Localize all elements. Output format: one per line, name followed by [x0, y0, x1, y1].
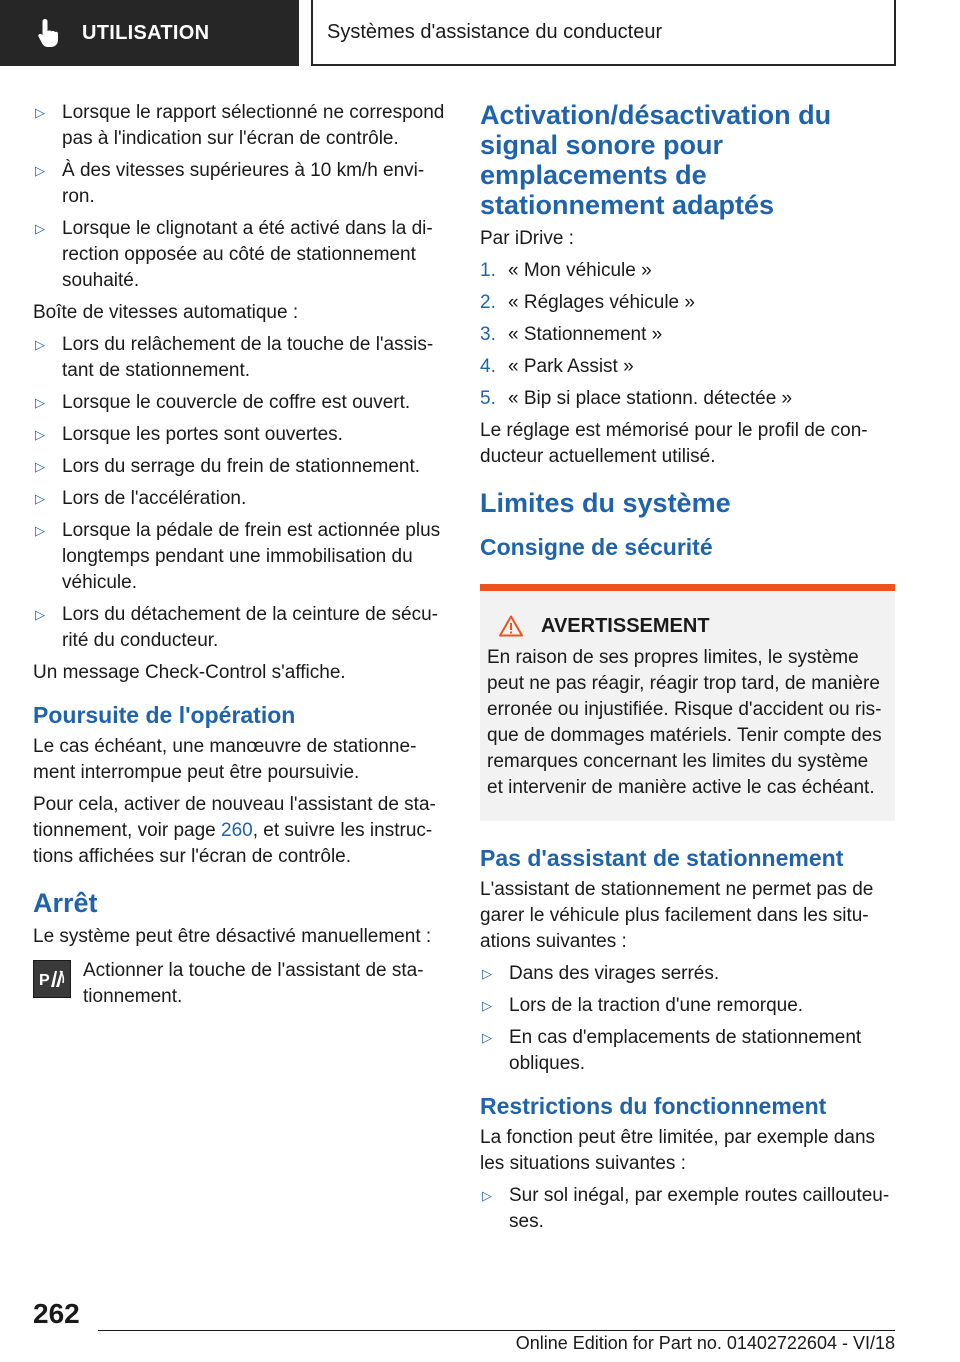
heading-no-assist: Pas d'assistant de stationnement: [480, 845, 844, 871]
triangle-bullet-icon: ▷: [35, 105, 45, 120]
heading-continue: Poursuite de l'opération: [33, 702, 296, 728]
list-item: ▷ Lorsque le rapport sélectionné ne correspond pas à l'indication sur l'écran de contrôle.: [33, 100, 449, 152]
heading-limits: Limites du système: [480, 488, 731, 518]
list-item: ▷ À des vitesses supérieures à 10 km/h envi-ron.: [33, 158, 449, 210]
heading-stop: Arrêt: [33, 888, 98, 918]
warning-box: [480, 584, 895, 821]
right-column: [480, 100, 895, 1241]
triangle-bullet-icon: ▷: [482, 1030, 492, 1045]
list-item: 1. « Mon véhicule »: [480, 260, 652, 281]
list-item: ▷ En cas d'emplacements de stationnement obliques.: [480, 1025, 895, 1077]
page-number: 262: [33, 1298, 80, 1329]
footer-divider: [98, 1330, 895, 1331]
triangle-bullet-icon: ▷: [35, 163, 45, 178]
continue-paragraph-2: Pour cela, activer de nouveau l'assistant de sta-tionnement, voir page 260, et suivre les instruc-tions affichées sur l'écran de contrôle.: [33, 794, 436, 867]
triangle-bullet-icon: ▷: [482, 1188, 492, 1203]
list-item: ▷ Lorsque le clignotant a été activé dans la di-rection opposée au côté de stationnement souhaité.: [33, 216, 449, 294]
list-item: 3. « Stationnement »: [480, 324, 663, 345]
bullet-list-conditions: [33, 100, 449, 294]
continue-paragraph: Le cas échéant, une manœuvre de stationne-ment interrompue peut être poursuivie.: [33, 736, 417, 783]
warning-triangle-icon: [499, 615, 523, 637]
list-item: ▷ Lors du détachement de la ceinture de sécu-rité du conducteur.: [33, 602, 449, 654]
triangle-bullet-icon: ▷: [35, 395, 45, 410]
triangle-bullet-icon: ▷: [35, 427, 45, 442]
list-item: ▷ Lorsque la pédale de frein est actionnée plus longtemps pendant une immobilisation du véhicule.: [33, 518, 449, 596]
triangle-bullet-icon: ▷: [35, 523, 45, 538]
triangle-bullet-icon: ▷: [482, 966, 492, 981]
saved-note: Le réglage est mémorisé pour le profil de con-ducteur actuellement utilisé.: [480, 420, 868, 467]
page-reference-link[interactable]: 260: [221, 820, 253, 841]
button-instruction-text: Actionner la touche de l'assistant de sta-tionnement.: [83, 960, 424, 1007]
triangle-bullet-icon: ▷: [35, 607, 45, 622]
list-item: ▷ Lors de l'accélération.: [33, 486, 449, 512]
section-tab: [0, 0, 299, 66]
triangle-bullet-icon: ▷: [35, 221, 45, 236]
list-item: ▷ Dans des virages serrés.: [480, 961, 895, 987]
restrictions-paragraph: La fonction peut être limitée, par exemple dans les situations suivantes :: [480, 1127, 876, 1174]
auto-gearbox-label: Boîte de vitesses automatique :: [33, 302, 299, 323]
bullet-list-no-assist: [480, 961, 895, 1077]
list-item: ▷ Lors de la traction d'une remorque.: [480, 993, 895, 1019]
chapter-title: Systèmes d'assistance du conducteur: [327, 20, 663, 43]
list-item: 2. « Réglages véhicule »: [480, 292, 695, 313]
section-title: UTILISATION: [82, 21, 210, 44]
list-item: ▷ Lors du serrage du frein de stationnement.: [33, 454, 449, 480]
heading-safety: Consigne de sécurité: [480, 534, 713, 560]
triangle-bullet-icon: ▷: [35, 491, 45, 506]
hand-pointer-icon: [30, 13, 70, 53]
edition-note: Online Edition for Part no. 01402722604 - VI/18: [515, 1333, 895, 1353]
check-control-message: Un message Check-Control s'affiche.: [33, 662, 346, 683]
left-column: [33, 100, 449, 1010]
numbered-steps: [480, 258, 895, 412]
bullet-list-automatic: [33, 332, 449, 654]
idrive-label: Par iDrive :: [480, 228, 574, 249]
list-item: ▷ Lorsque le couvercle de coffre est ouvert.: [33, 390, 449, 416]
heading-activation: Activation/désactivation du signal sonore pour emplacements de stationnement adaptés: [480, 100, 832, 220]
list-item: ▷ Lorsque les portes sont ouvertes.: [33, 422, 449, 448]
list-item: ▷ Sur sol inégal, par exemple routes caillouteu-ses.: [480, 1183, 895, 1235]
svg-text:P: P: [39, 972, 50, 989]
triangle-bullet-icon: ▷: [35, 459, 45, 474]
bullet-list-restrictions: [480, 1183, 895, 1235]
triangle-bullet-icon: ▷: [35, 337, 45, 352]
warning-text: En raison de ses propres limites, le système peut ne pas réagir, réagir trop tard, de manière erronée ou injustifiée. Risque d'accident ou ris-que de dommages matériels. Tenir compte des remarques concernant les limites du système et intervenir de manière active le cas échéant.: [487, 647, 882, 798]
heading-restrictions: Restrictions du fonctionnement: [480, 1093, 827, 1119]
no-assist-paragraph: L'assistant de stationnement ne permet pas de garer le véhicule plus facilement dans les situ-ations suivantes :: [480, 879, 874, 952]
chapter-tab: [311, 0, 896, 66]
triangle-bullet-icon: ▷: [482, 998, 492, 1013]
list-item: ▷ Lors du relâchement de la touche de l'assis-tant de stationnement.: [33, 332, 449, 384]
list-item: 4. « Park Assist »: [480, 356, 634, 377]
button-instruction: [33, 958, 449, 1010]
warning-title: AVERTISSEMENT: [487, 613, 888, 639]
stop-paragraph: Le système peut être désactivé manuellement :: [33, 926, 432, 947]
park-assist-button-icon: [33, 960, 71, 998]
list-item: 5. « Bip si place stationn. détectée »: [480, 388, 793, 409]
